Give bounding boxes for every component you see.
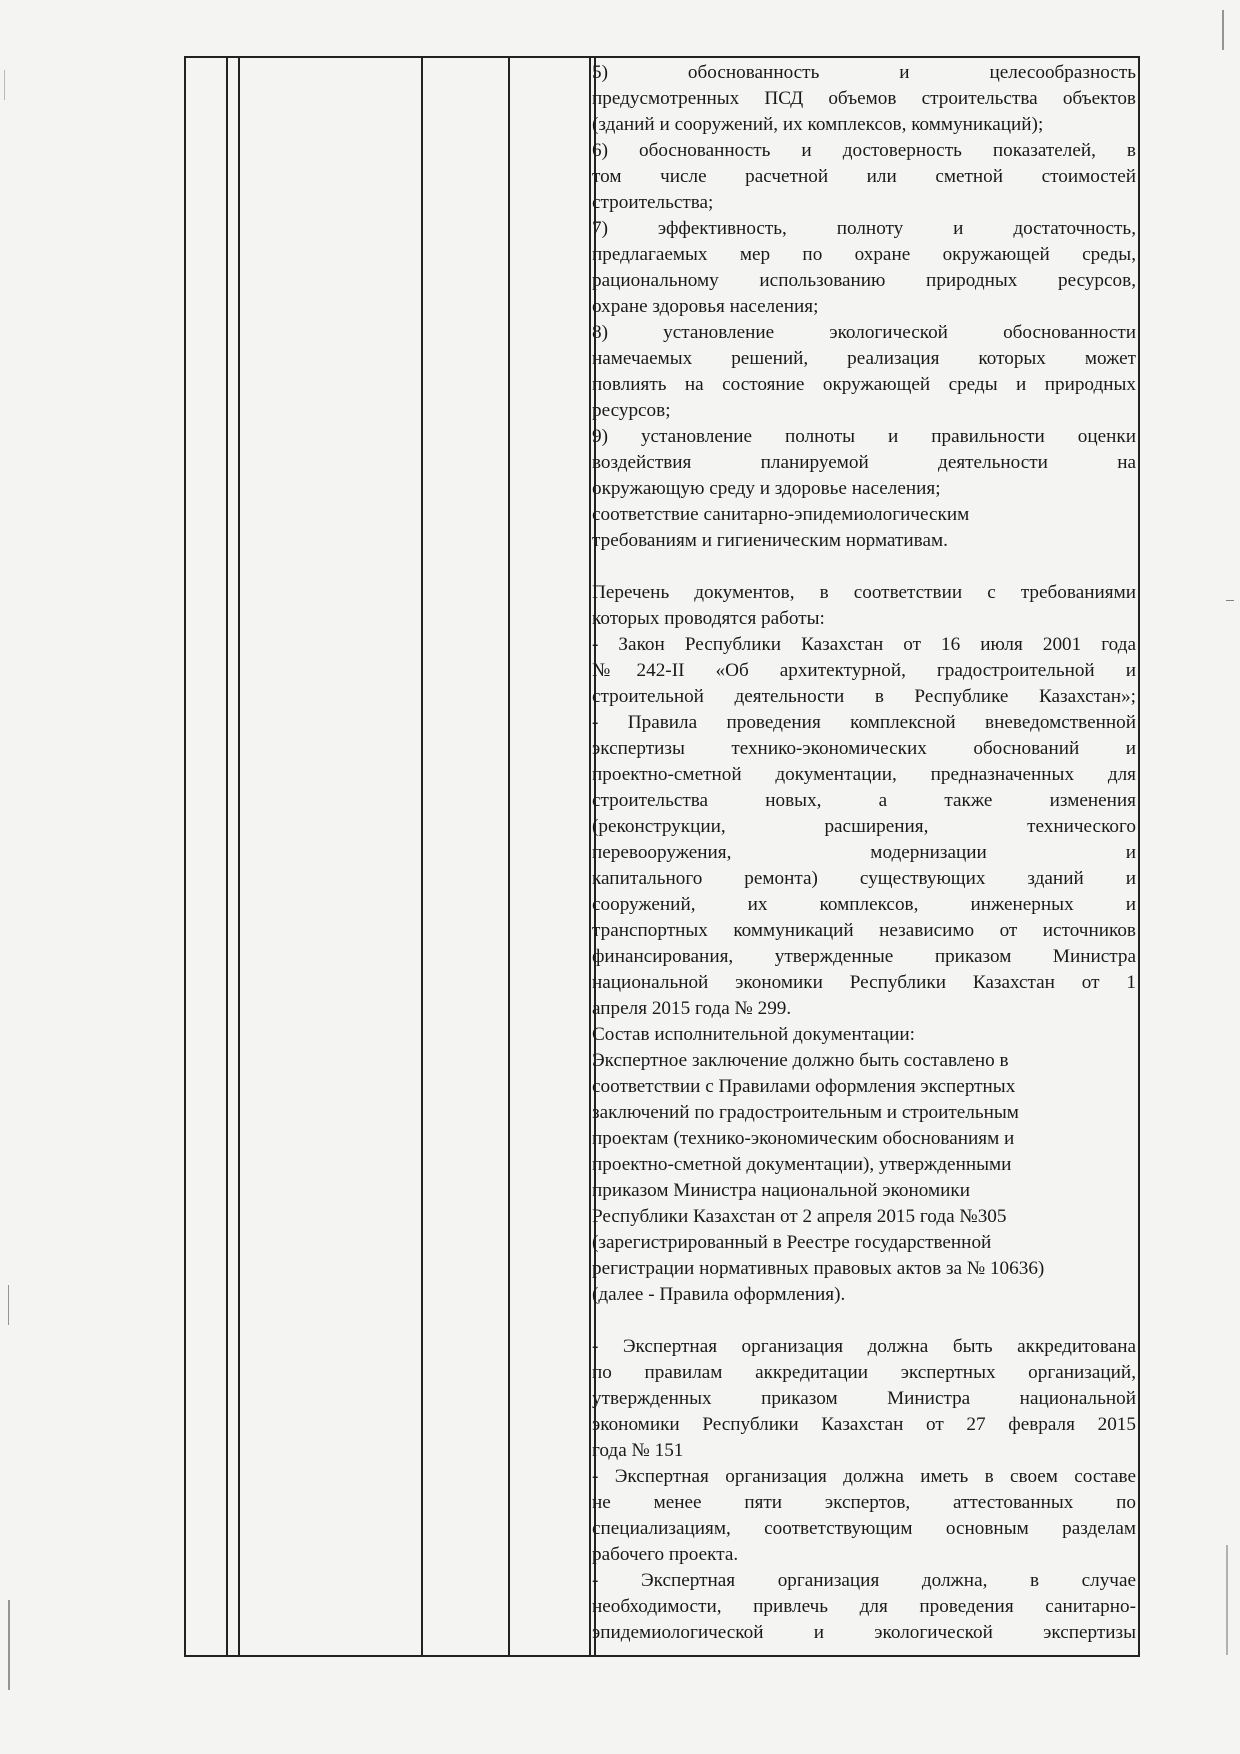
text-line: (зарегистрированный в Реестре государственной xyxy=(592,1232,992,1253)
text-line: строительства новых, а также изменения xyxy=(592,790,1136,811)
text-line: охране здоровья населения; xyxy=(592,296,819,317)
text-line: экспертизы технико-экономических обоснований и xyxy=(592,738,1136,759)
text-line: перевооружения, модернизации и xyxy=(592,842,1136,863)
text-line: Экспертное заключение должно быть составлено в xyxy=(592,1050,1009,1071)
text-line: воздействия планируемой деятельности на xyxy=(592,452,1136,473)
text-line: предусмотренных ПСД объемов строительства объектов xyxy=(592,88,1136,109)
text-line: строительства; xyxy=(592,192,714,213)
text-line: сооружений, их комплексов, инженерных и xyxy=(592,894,1136,915)
text-line: - Экспертная организация должна, в случае xyxy=(592,1570,1136,1591)
text-line: - Экспертная организация должна иметь в своем составе xyxy=(592,1466,1136,1487)
text-line: 7) эффективность, полноту и достаточность, xyxy=(592,218,1136,239)
scan-mark xyxy=(1226,1545,1228,1655)
scan-mark xyxy=(4,70,5,100)
text-line: (реконструкции, расширения, технического xyxy=(592,816,1136,837)
text-line: том числе расчетной или сметной стоимостей xyxy=(592,166,1136,187)
scan-mark xyxy=(1226,600,1234,601)
text-line: года № 151 xyxy=(592,1440,684,1461)
text-line: намечаемых решений, реализация которых может xyxy=(592,348,1136,369)
text-line: 5) обоснованность и целесообразность xyxy=(592,62,1136,83)
text-line: №242-II «Об архитектурной, градостроительной и xyxy=(592,660,1136,681)
text-line: соответствии с Правилами оформления экспертных xyxy=(592,1076,1016,1097)
text-line: которых проводятся работы: xyxy=(592,608,825,629)
column-divider xyxy=(238,58,240,1655)
text-line: строительной деятельности в Республике Казахстан»; xyxy=(592,686,1136,707)
text-line: требованиям и гигиеническим нормативам. xyxy=(592,530,948,551)
text-line: утвержденных приказом Министра национальной xyxy=(592,1388,1136,1409)
text-line: экономики Республики Казахстан от 27 февраля 2015 xyxy=(592,1414,1136,1435)
text-line: Республики Казахстан от 2 апреля 2015 года №305 xyxy=(592,1206,1007,1227)
text-line: (зданий и сооружений, их комплексов, коммуникаций); xyxy=(592,114,1044,135)
text-line: 8) установление экологической обоснованности xyxy=(592,322,1136,343)
text-line: капитального ремонта) существующих зданий и xyxy=(592,868,1136,889)
text-line: эпидемиологической и экологической экспертизы xyxy=(592,1622,1136,1643)
text-line: окружающую среду и здоровье населения; xyxy=(592,478,941,499)
text-line: проектам (технико-экономическим обоснованиям и xyxy=(592,1128,1015,1149)
paragraph-gap xyxy=(592,1308,1136,1334)
text-line: ресурсов; xyxy=(592,400,671,421)
text-line: - Экспертная организация должна быть аккредитована xyxy=(592,1336,1136,1357)
text-line: повлиять на состояние окружающей среды и природных xyxy=(592,374,1136,395)
text-line: - Правила проведения комплексной вневедомственной xyxy=(592,712,1136,733)
text-line: Перечень документов, в соответствии с требованиями xyxy=(592,582,1136,603)
text-line: апреля 2015 года № 299. xyxy=(592,998,792,1019)
text-line: специализациям, соответствующим основным разделам xyxy=(592,1518,1136,1539)
text-line: рациональному использованию природных ресурсов, xyxy=(592,270,1136,291)
text-line: заключений по градостроительным и строительным xyxy=(592,1102,1019,1123)
text-line: не менее пяти экспертов, аттестованных по xyxy=(592,1492,1136,1513)
column-divider xyxy=(421,58,423,1655)
text-line: финансирования, утвержденные приказом Министра xyxy=(592,946,1136,967)
text-line: по правилам аккредитации экспертных организаций, xyxy=(592,1362,1136,1383)
text-line: 6) обоснованность и достоверность показателей, в xyxy=(592,140,1136,161)
scan-mark xyxy=(8,1600,10,1690)
text-line: 9) установление полноты и правильности оценки xyxy=(592,426,1136,447)
text-line: - Закон Республики Казахстан от 16 июля 2001 года xyxy=(592,634,1136,655)
text-line: транспортных коммуникаций независимо от источников xyxy=(592,920,1136,941)
text-line: национальной экономики Республики Казахстан от 1 xyxy=(592,972,1136,993)
column-divider xyxy=(508,58,510,1655)
text-line: приказом Министра национальной экономики xyxy=(592,1180,971,1201)
scan-mark xyxy=(8,1285,9,1325)
paragraph-gap xyxy=(592,554,1136,580)
column-divider xyxy=(226,58,228,1655)
text-line: (далее - Правила оформления). xyxy=(592,1284,846,1305)
text-line: проектно-сметной документации, предназначенных для xyxy=(592,764,1136,785)
table-cell-text xyxy=(592,60,1136,1646)
text-line: регистрации нормативных правовых актов за № 10636) xyxy=(592,1258,1045,1279)
text-line: рабочего проекта. xyxy=(592,1544,739,1565)
text-line: Состав исполнительной документации: xyxy=(592,1024,915,1045)
column-divider xyxy=(589,58,591,1655)
scan-mark xyxy=(1222,10,1224,50)
text-line: соответствие санитарно-эпидемиологическим xyxy=(592,504,970,525)
text-line: необходимости, привлечь для проведения санитарно- xyxy=(592,1596,1136,1617)
text-line: проектно-сметной документации), утвержденными xyxy=(592,1154,1012,1175)
text-line: предлагаемых мер по охране окружающей среды, xyxy=(592,244,1136,265)
